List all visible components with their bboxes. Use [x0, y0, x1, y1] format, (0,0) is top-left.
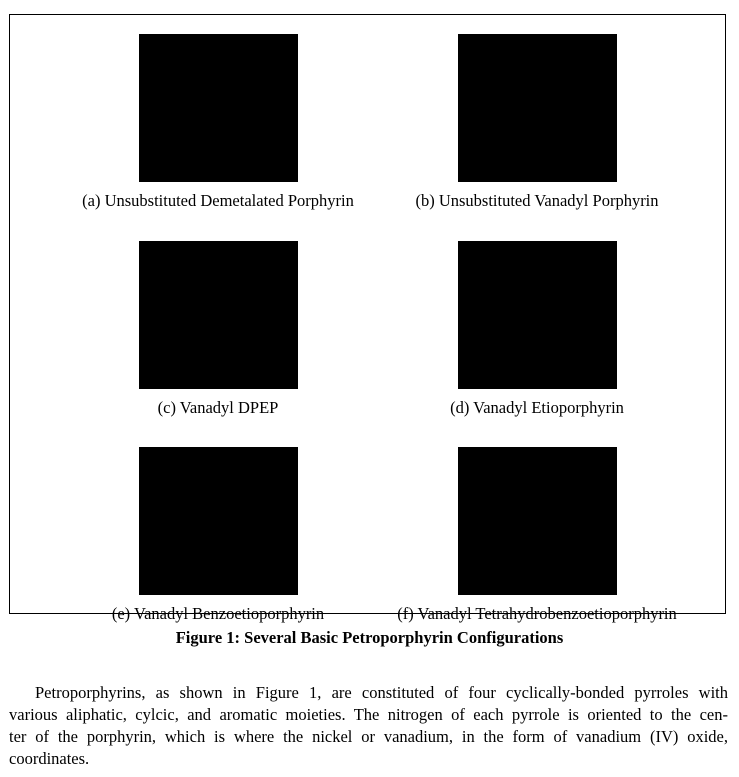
- panel-caption-e: (e) Vanadyl Benzoetioporphyrin: [111, 604, 325, 623]
- figure-caption: Figure 1: Several Basic Petroporphyrin Configurations: [175, 628, 564, 647]
- body-paragraph: [9, 682, 728, 770]
- figure-panel-b: [367, 34, 707, 211]
- structure-image-e: [139, 447, 298, 595]
- structure-image-b: [458, 34, 617, 182]
- figure-panel-d: [367, 241, 707, 418]
- panel-caption-a: (a) Unsubstituted Demetalated Porphyrin: [82, 191, 354, 210]
- structure-image-c: [139, 241, 298, 389]
- structure-image-d: [458, 241, 617, 389]
- figure-panel-c: [48, 241, 388, 418]
- structure-image-f: [458, 447, 617, 595]
- paragraph-line: coordinates.: [9, 749, 90, 768]
- panel-caption-d: (d) Vanadyl Etioporphyrin: [450, 398, 624, 417]
- paragraph-line: Petroporphyrins, as shown in Figure 1, are constituted of four cyclically-bonded pyrroles with: [35, 683, 728, 702]
- paragraph-line: various aliphatic, cylcic, and aromatic moieties. The nitrogen of each pyrrole is oriented to the cen-: [9, 705, 728, 724]
- panel-caption-f: (f) Vanadyl Tetrahydrobenzoetioporphyrin: [397, 604, 677, 623]
- figure-panel-e: [48, 447, 388, 624]
- panel-caption-b: (b) Unsubstituted Vanadyl Porphyrin: [415, 191, 659, 210]
- figure-panel-f: [367, 447, 707, 624]
- panel-caption-c: (c) Vanadyl DPEP: [157, 398, 279, 417]
- paragraph-line: ter of the porphyrin, which is where the nickel or vanadium, in the form of vanadium (IV) oxide,: [9, 727, 728, 746]
- structure-image-a: [139, 34, 298, 182]
- figure-panel-a: [48, 34, 388, 211]
- figure-frame: [9, 14, 726, 623]
